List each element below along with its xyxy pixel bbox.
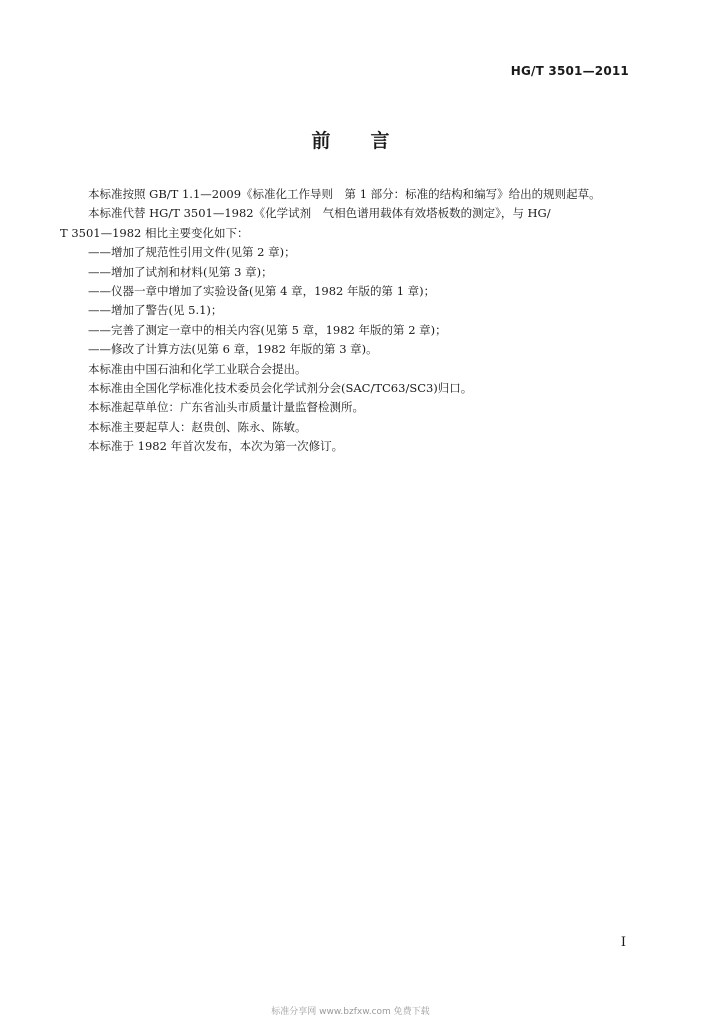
change-item: ——增加了试剂和材料(见第 3 章)； xyxy=(88,264,273,279)
change-item: ——增加了警告(见 5.1)； xyxy=(88,303,223,318)
title-char-2: 言 xyxy=(370,130,390,152)
paragraph-replaces-line1: 本标准代替 HG/T 3501—1982《化学试剂 气相色谱用载体有效塔板数的测定》，与 HG/ xyxy=(88,206,551,221)
title-char-1: 前 xyxy=(311,130,331,152)
paragraph-drafting-rules: 本标准按照 GB/T 1.1—2009《标准化工作导则 第 1 部分：标准的结构和编写》给出的规则起草。 xyxy=(88,187,601,201)
standard-code: HG/T 3501—2011 xyxy=(510,64,629,78)
change-item: ——仪器一章中增加了实验设备(见第 4 章，1982 年版的第 1 章)； xyxy=(88,284,436,299)
change-item: ——完善了测定一章中的相关内容(见第 5 章，1982 年版的第 2 章)； xyxy=(88,322,447,337)
paragraph-drafting-unit: 本标准起草单位：广东省汕头市质量计量监督检测所。 xyxy=(88,400,364,415)
page-title xyxy=(0,126,701,153)
page-number: I xyxy=(620,935,626,950)
change-item: ——修改了计算方法(见第 6 章，1982 年版的第 3 章)。 xyxy=(88,342,378,357)
paragraph-drafters: 本标准主要起草人：赵贵创、陈永、陈敏。 xyxy=(88,419,307,434)
paragraph-history: 本标准于 1982 年首次发布，本次为第一次修订。 xyxy=(88,439,344,454)
paragraph-jurisdiction: 本标准由全国化学标准化技术委员会化学试剂分会(SAC/TC63/SC3)归口。 xyxy=(88,381,473,396)
paragraph-proposer: 本标准由中国石油和化学工业联合会提出。 xyxy=(88,361,307,376)
change-item: ——增加了规范性引用文件(见第 2 章)； xyxy=(88,245,296,260)
foreword-body xyxy=(60,185,634,457)
paragraph-replaces-line2: T 3501—1982 相比主要变化如下： xyxy=(60,225,249,240)
footer-watermark: 标准分享网 www.bzfxw.com 免费下载 xyxy=(271,1007,430,1017)
